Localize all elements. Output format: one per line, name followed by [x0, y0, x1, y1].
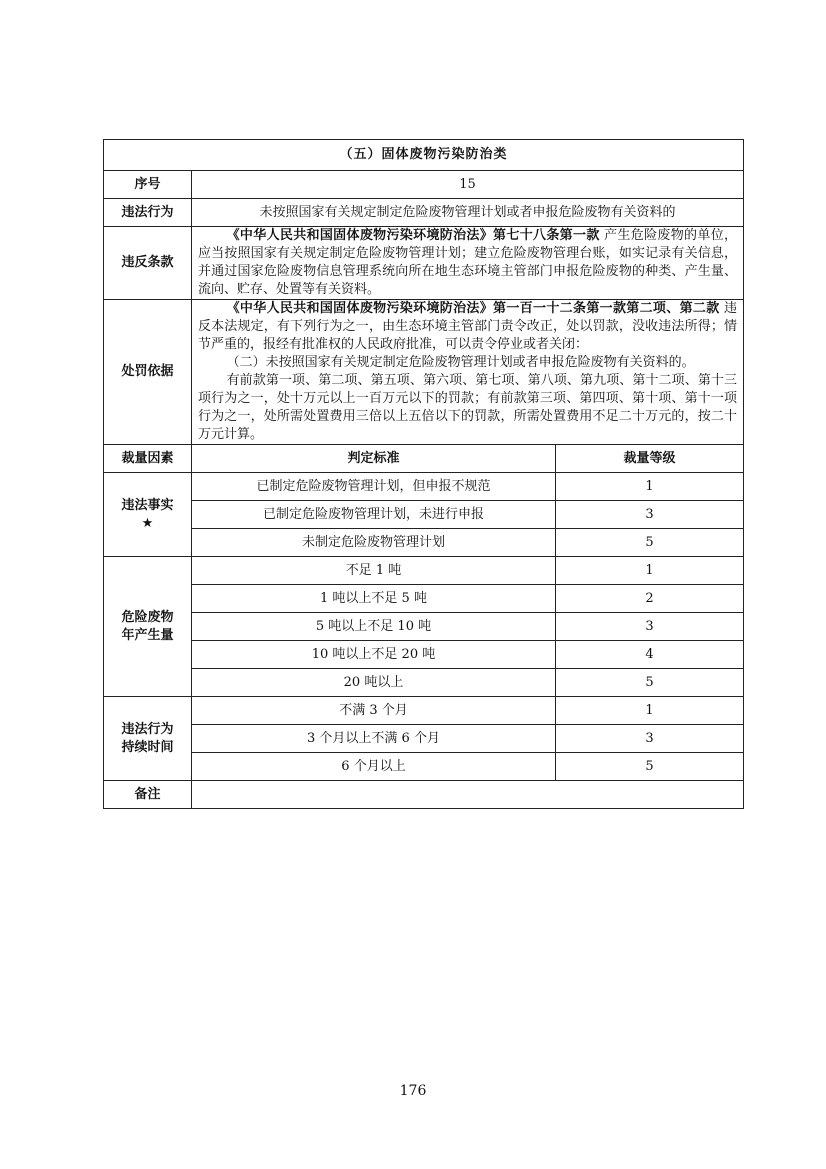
criteria-cell: 不满 3 个月	[192, 697, 556, 725]
level-cell: 5	[556, 669, 744, 697]
factor-violation-fact: 违法事实★	[104, 473, 192, 557]
criteria-cell: 20 吨以上	[192, 669, 556, 697]
remarks-value	[192, 781, 744, 809]
criteria-cell: 10 吨以上不足 20 吨	[192, 641, 556, 669]
level-cell: 4	[556, 641, 744, 669]
penalty-law-name: 《中华人民共和国固体废物污染环境防治法》第一百一十二条第一款第二项、第二款	[226, 301, 720, 316]
act-label: 违法行为	[104, 199, 192, 227]
table-title: （五）固体废物污染防治类	[104, 140, 744, 171]
criteria-header: 判定标准	[192, 445, 556, 473]
violated-law-name: 《中华人民共和国固体废物污染环境防治法》第七十八条第一款	[226, 228, 600, 243]
penalty-basis-content	[192, 300, 744, 445]
violated-clause-content	[192, 227, 744, 300]
criteria-cell: 未制定危险废物管理计划	[192, 529, 556, 557]
penalty-discretion-table	[103, 139, 744, 809]
penalty-fine-text: 有前款第一项、第二项、第五项、第六项、第七项、第八项、第九项、第十二项、第十三项行为之一，处十万元以上一百万元以下的罚款；有前款第三项、第四项、第十项、第十一项行为之一，处所需处置费用三倍以上五倍以下的罚款，所需处置费用不足二十万元的，按二十万元计算。	[198, 373, 738, 442]
criteria-cell: 6 个月以上	[192, 753, 556, 781]
factor-annual-waste-volume: 危险废物年产生量	[104, 557, 192, 697]
criteria-cell: 已制定危险废物管理计划，未进行申报	[192, 501, 556, 529]
level-header: 裁量等级	[556, 445, 744, 473]
level-cell: 3	[556, 501, 744, 529]
penalty-item-two: （二）未按照国家有关规定制定危险废物管理计划或者申报危险废物有关资料的。	[226, 355, 695, 370]
penalty-law-text: 违反本法规定，有下列行为之一，由生态环境主管部门责令改正，处以罚款，没收违法所得；情节严重的，报经有批准权的人民政府批准，可以责令停业或者关闭：	[198, 301, 738, 352]
criteria-cell: 已制定危险废物管理计划，但申报不规范	[192, 473, 556, 501]
penalty-basis-label: 处罚依据	[104, 300, 192, 445]
level-cell: 1	[556, 473, 744, 501]
violated-clause-label: 违反条款	[104, 227, 192, 300]
level-cell: 5	[556, 753, 744, 781]
factor-violation-duration: 违法行为持续时间	[104, 697, 192, 781]
level-cell: 2	[556, 585, 744, 613]
page-number: 176	[399, 1083, 427, 1099]
act-value: 未按照国家有关规定制定危险废物管理计划或者申报危险废物有关资料的	[192, 199, 744, 227]
level-cell: 1	[556, 697, 744, 725]
level-cell: 3	[556, 725, 744, 753]
criteria-cell: 3 个月以上不满 6 个月	[192, 725, 556, 753]
level-cell: 5	[556, 529, 744, 557]
criteria-cell: 不足 1 吨	[192, 557, 556, 585]
remarks-label: 备注	[104, 781, 192, 809]
criteria-cell: 1 吨以上不足 5 吨	[192, 585, 556, 613]
violated-law-text: 产生危险废物的单位，应当按照国家有关规定制定危险废物管理计划；建立危险废物管理台账，如实记录有关信息，并通过国家危险废物信息管理系统向所在地生态环境主管部门申报危险废物的种类、产生量、流向、贮存、处置等有关资料。	[198, 228, 738, 297]
level-cell: 3	[556, 613, 744, 641]
level-cell: 1	[556, 557, 744, 585]
factor-header: 裁量因素	[104, 445, 192, 473]
seq-label: 序号	[104, 171, 192, 199]
criteria-cell: 5 吨以上不足 10 吨	[192, 613, 556, 641]
seq-value: 15	[192, 171, 744, 199]
